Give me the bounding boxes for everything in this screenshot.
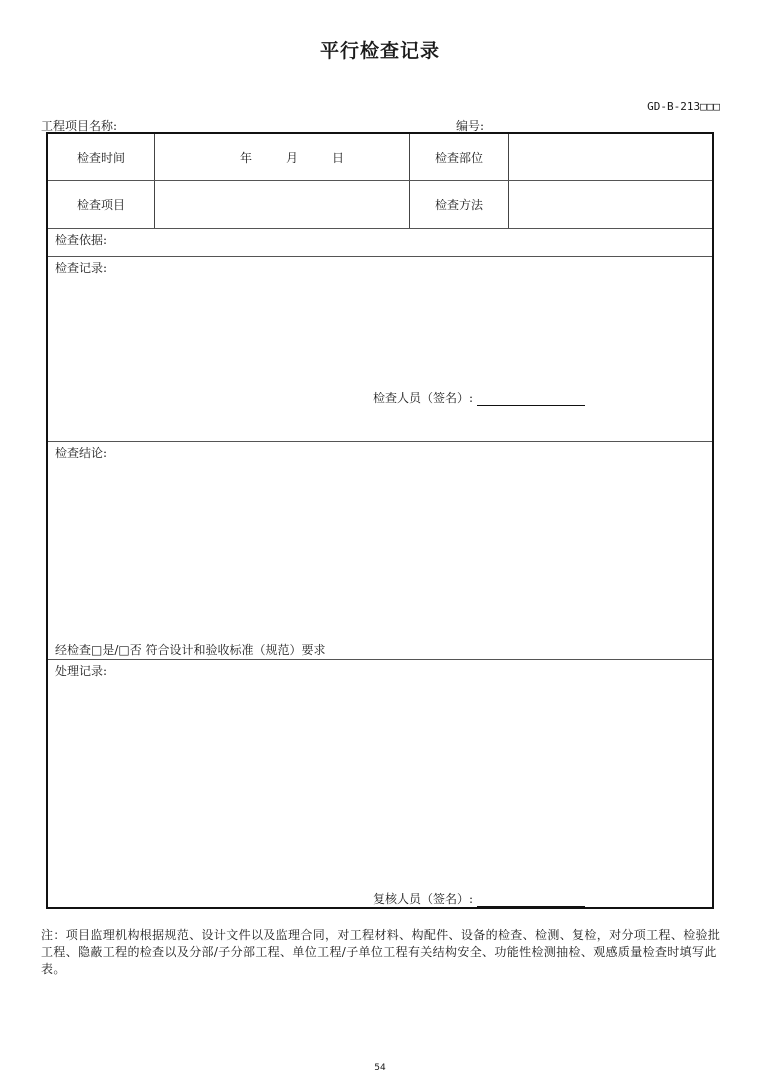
form-code: GD-B-213□□□ (647, 100, 720, 113)
inspector-signature-label: 检查人员（签名）: (373, 391, 474, 405)
handling-record-section[interactable] (48, 659, 712, 907)
reviewer-signature-line[interactable] (477, 894, 585, 907)
handling-record-label: 处理记录: (55, 664, 108, 678)
document-title: 平行检查记录 (319, 40, 440, 62)
reviewer-signature (373, 890, 585, 907)
inspection-conclusion-label: 检查结论: (55, 446, 108, 460)
inspection-conclusion-section[interactable] (48, 441, 712, 659)
inspection-item-field[interactable] (155, 181, 410, 228)
inspection-method-field[interactable] (509, 181, 712, 228)
row-time-location (48, 134, 712, 180)
inspection-location-field[interactable] (509, 134, 712, 180)
page-number: 54 (374, 1063, 386, 1073)
date-day-label: 日 (331, 150, 344, 165)
inspection-location-label: 检查部位 (410, 134, 509, 180)
inspection-item-label: 检查项目 (48, 181, 155, 228)
inspector-signature (373, 389, 585, 406)
compliance-statement[interactable]: 经检查□是/□否 符合设计和验收标准（规范）要求 (55, 643, 326, 657)
date-year-label: 年 (239, 150, 252, 165)
footnote: 注：项目监理机构根据规范、设计文件以及监理合同，对工程材料、构配件、设备的检查、检测、复检，对分项工程、检验批工程、隐蔽工程的检查以及分部/子分部工程、单位工程/子单位工程有关结构安全、功能性检测抽检、观感质量检查时填写此表。 (41, 928, 721, 976)
inspector-signature-line[interactable] (477, 393, 585, 406)
inspection-basis-label: 检查依据: (55, 233, 108, 247)
inspection-time-label: 检查时间 (48, 134, 155, 180)
project-name-label: 工程项目名称: (41, 119, 118, 133)
inspection-form-table (46, 132, 714, 909)
inspection-date-field[interactable] (155, 134, 410, 180)
inspection-basis-section[interactable] (48, 228, 712, 256)
inspection-method-label: 检查方法 (410, 181, 509, 228)
reviewer-signature-label: 复核人员（签名）: (373, 892, 474, 906)
serial-number-label: 编号: (456, 119, 485, 133)
inspection-record-label: 检查记录: (55, 261, 108, 275)
date-month-label: 月 (285, 150, 298, 165)
inspection-record-section[interactable] (48, 256, 712, 441)
row-item-method (48, 180, 712, 228)
